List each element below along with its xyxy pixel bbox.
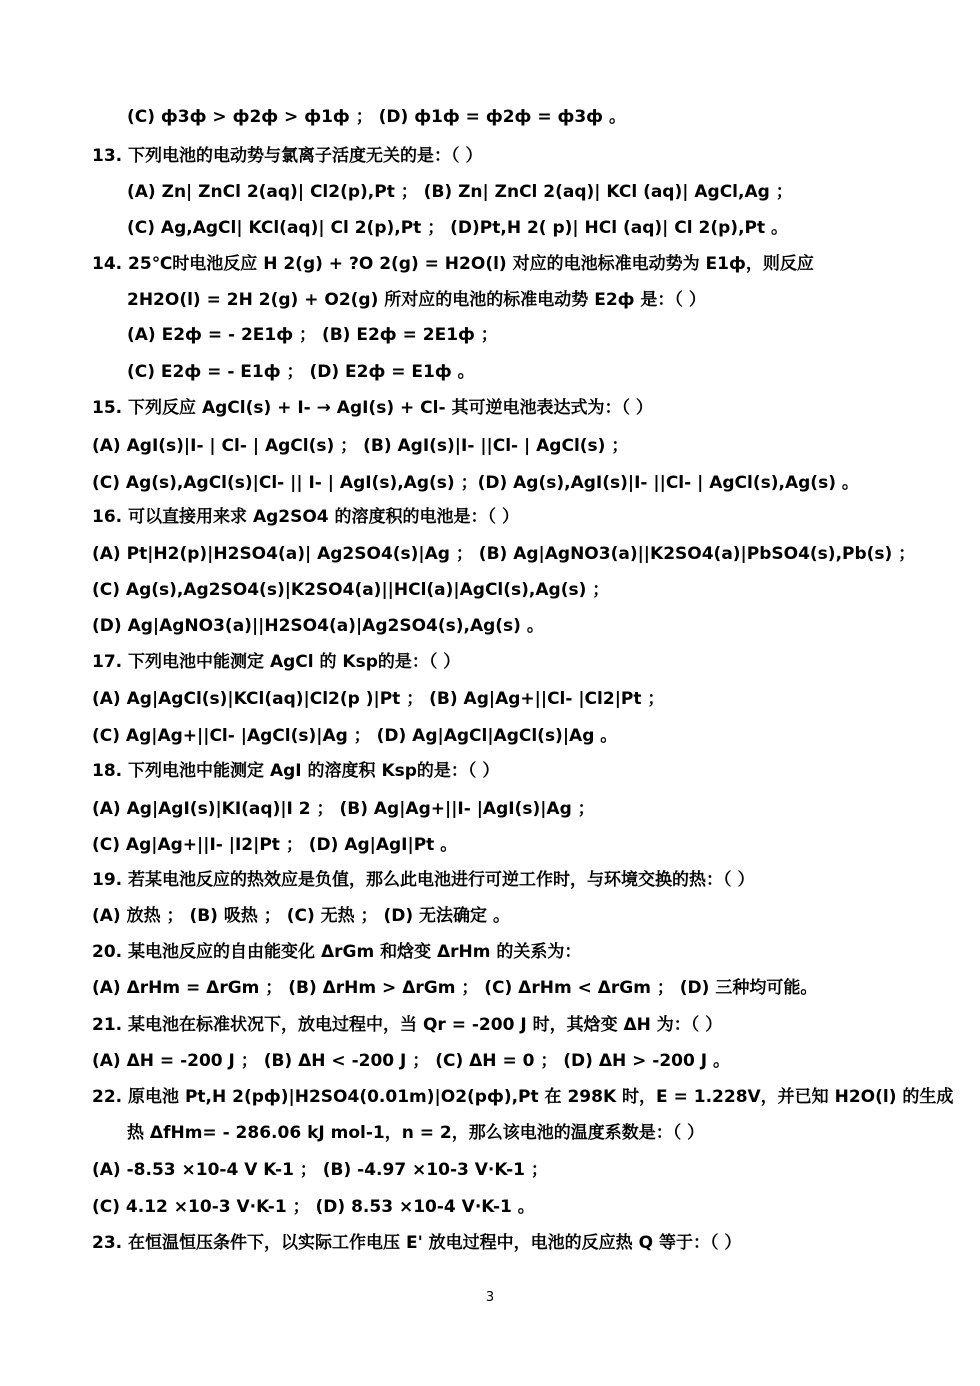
q19-stem: 19. 若某电池反应的热效应是负值，那么此电池进行可逆工作时，与环境交换的热：（ ） [92,870,755,890]
q17-options-ab: (A) Ag|AgCl(s)|KCl(aq)|Cl2(p )|Pt ； (B) Ag|Ag+||Cl- |Cl2|Pt ； [92,689,665,709]
q18-options-cd: (C) Ag|Ag+||I- |I2|Pt ； (D) Ag|AgI|Pt 。 [92,835,458,855]
q18-options-ab: (A) Ag|AgI(s)|KI(aq)|I 2 ； (B) Ag|Ag+||I- |AgI(s)|Ag ； [92,799,595,819]
q23-stem: 23. 在恒温恒压条件下，以实际工作电压 E' 放电过程中，电池的反应热 Q 等于：（ ） [92,1233,742,1253]
q13-options-ab: (A) Zn| ZnCl 2(aq)| Cl2(p),Pt ； (B) Zn| ZnCl 2(aq)| KCl (aq)| AgCl,Ag ； [127,182,793,202]
q14-options-ab: (A) E2ф = - 2E1ф ； (B) E2ф = 2E1ф ； [127,325,498,345]
q19-options: (A) 放热 ； (B) 吸热 ； (C) 无热 ； (D) 无法确定 。 [92,906,510,926]
q22-stem-cont: 热 ΔfHm= - 286.06 kJ mol-1，n = 2，那么该电池的温度系数是：（ ） [127,1123,705,1143]
q18-stem: 18. 下列电池中能测定 AgI 的溶度积 Ksp的是：（ ） [92,761,500,781]
q17-options-cd: (C) Ag|Ag+||Cl- |AgCl(s)|Ag ； (D) Ag|AgCl|AgCl(s)|Ag 。 [92,726,618,746]
q16-options-ab: (A) Pt|H2(p)|H2SO4(a)| Ag2SO4(s)|Ag ； (B) Ag|AgNO3(a)||K2SO4(a)|PbSO4(s),Pb(s) ； [92,544,916,564]
q21-stem: 21. 某电池在标准状况下，放电过程中，当 Qr = -200 J 时，其焓变 ΔH 为：（ ） [92,1015,723,1035]
q13-options-cd: (C) Ag,AgCl| KCl(aq)| Cl 2(p),Pt ； (D)Pt,H 2( p)| HCl (aq)| Cl 2(p),Pt 。 [127,218,789,238]
q15-options-ab: (A) AgI(s)|I- | Cl- | AgCl(s) ； (B) AgI(s)|I- ||Cl- | AgCl(s) ； [92,436,629,456]
q14-stem: 14. 25℃时电池反应 H 2(g) + ?O 2(g) = H2O(l) 对应的电池标准电动势为 E1ф，则反应 [92,254,814,274]
q12-options-cd: (C) ф3ф > ф2ф > ф1ф ； (D) ф1ф = ф2ф = ф3ф 。 [127,107,626,127]
q22-options-cd: (C) 4.12 ×10-3 V·K-1 ； (D) 8.53 ×10-4 V·K-1 。 [92,1197,535,1217]
q15-stem: 15. 下列反应 AgCl(s) + I- → AgI(s) + Cl- 其可逆电池表达式为：（ ） [92,398,653,418]
q15-options-cd: (C) Ag(s),AgCl(s)|Cl- || I- | AgI(s),Ag(s) ；(D) Ag(s),AgI(s)|I- ||Cl- | AgCl(s),Ag(s) 。 [92,473,859,493]
q22-stem: 22. 原电池 Pt,H 2(pф)|H2SO4(0.01m)|O2(pф),Pt 在 298K 时，E = 1.228V，并已知 H2O(l) 的生成 [92,1087,954,1107]
q21-options: (A) ΔH = -200 J ； (B) ΔH < -200 J ； (C) ΔH = 0 ； (D) ΔH > -200 J 。 [92,1051,731,1071]
q17-stem: 17. 下列电池中能测定 AgCl 的 Ksp的是：（ ） [92,652,461,672]
q16-option-d: (D) Ag|AgNO3(a)||H2SO4(a)|Ag2SO4(s),Ag(s) 。 [92,616,544,636]
q16-stem: 16. 可以直接用来求 Ag2SO4 的溶度积的电池是：（ ） [92,507,519,527]
q20-stem: 20. 某电池反应的自由能变化 ΔrGm 和焓变 ΔrHm 的关系为： [92,942,582,962]
q13-stem: 13. 下列电池的电动势与氯离子活度无关的是：（ ） [92,146,483,166]
q16-option-c: (C) Ag(s),Ag2SO4(s)|K2SO4(a)||HCl(a)|AgCl(s),Ag(s) ； [92,580,610,600]
q14-options-cd: (C) E2ф = - E1ф ； (D) E2ф = E1ф 。 [127,362,475,382]
page-number: 3 [485,1290,495,1305]
q14-stem-cont: 2H2O(l) = 2H 2(g) + O2(g) 所对应的电池的标准电动势 E2ф 是：（ ） [127,290,706,310]
q22-options-ab: (A) -8.53 ×10-4 V K-1 ； (B) -4.97 ×10-3 V·K-1 ； [92,1160,548,1180]
q20-options: (A) ΔrHm = ΔrGm ； (B) ΔrHm > ΔrGm ； (C) ΔrHm < ΔrGm ； (D) 三种均可能。 [92,978,818,998]
